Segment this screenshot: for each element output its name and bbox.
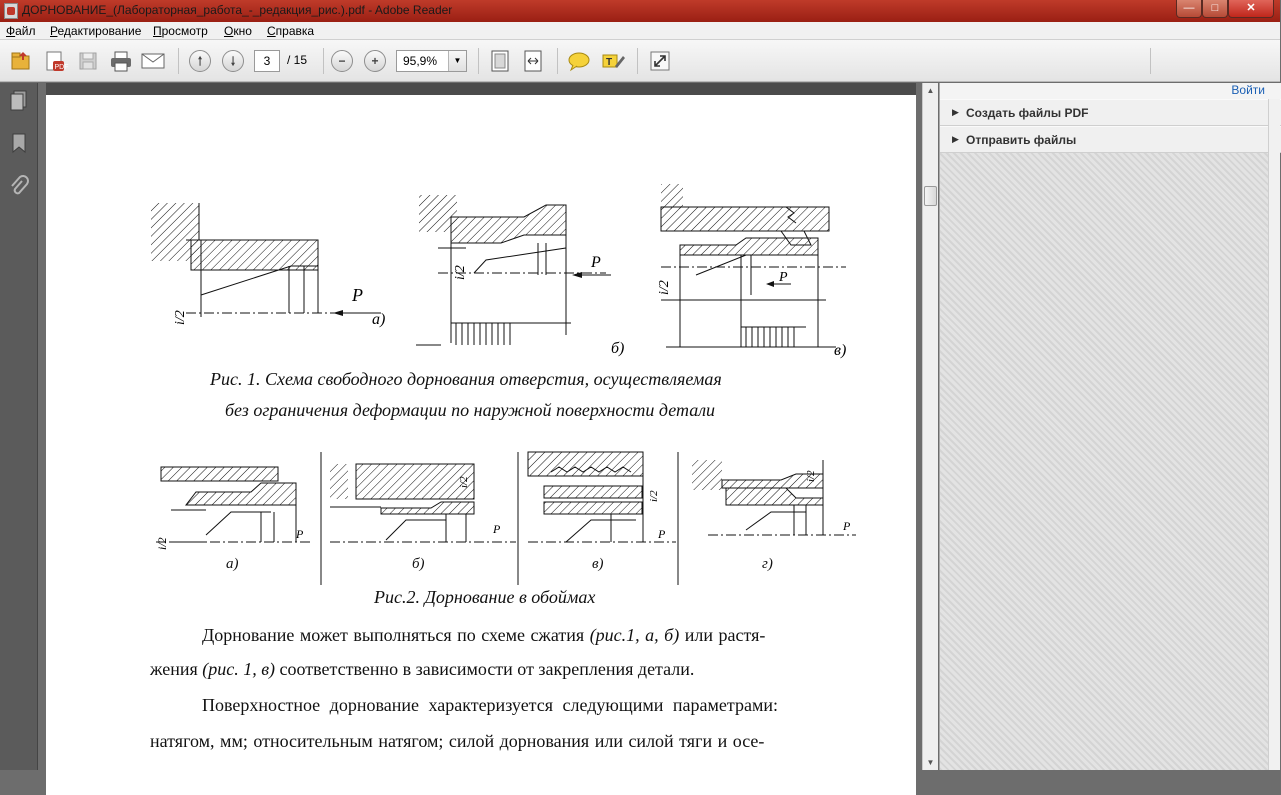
fig2a-p-label: P <box>296 527 304 541</box>
arrow-down-icon: 🠓 <box>222 50 244 72</box>
figure-1b-scheme <box>416 195 611 345</box>
figure-2-drawing <box>46 450 916 585</box>
figure-1v-scheme <box>661 184 846 347</box>
minimize-button[interactable]: — <box>1176 0 1202 18</box>
zoom-select[interactable] <box>396 50 467 72</box>
zoom-in-button[interactable] <box>362 48 388 74</box>
fig2v-p-label: P <box>658 527 666 541</box>
save-disk-icon <box>77 50 99 72</box>
figure-2g-scheme <box>692 460 856 535</box>
svg-text:PDF: PDF <box>54 64 69 71</box>
scroll-up-arrow-icon[interactable]: ▲ <box>926 86 935 95</box>
create-pdf-section[interactable] <box>940 99 1281 126</box>
print-button[interactable] <box>108 48 134 74</box>
highlighter-icon <box>601 50 625 72</box>
previous-page-button[interactable] <box>187 48 213 74</box>
create-pdf-section-label: Создать файлы PDF <box>966 106 1089 120</box>
left-navigation-bar <box>0 83 38 770</box>
expand-icon <box>649 50 671 72</box>
speech-bubble-icon <box>567 50 591 72</box>
menu-edit[interactable]: Редактирование <box>50 24 142 38</box>
attachments-paperclip-icon[interactable] <box>9 175 29 197</box>
arrow-up-icon: 🠑 <box>189 50 211 72</box>
scrollbar-thumb[interactable] <box>924 186 937 206</box>
fig1b-p-label: P <box>591 254 601 271</box>
send-files-section[interactable] <box>940 126 1281 153</box>
figure-1-caption-line1: Рис. 1. Схема свободного дорнования отверстия, осуществляемая <box>210 369 722 389</box>
figure-1-drawing <box>46 95 916 365</box>
tools-panel <box>939 83 1280 770</box>
paragraph-2-line-1: Поверхностное дорнование характеризуется следующими параметрами: <box>202 695 778 715</box>
save-button[interactable] <box>75 48 101 74</box>
full-screen-button[interactable] <box>647 48 673 74</box>
envelope-icon <box>140 51 166 71</box>
paragraph-1-line-1: Дорнование может выполняться по схеме сжатия (рис.1, а, б) или растя- <box>202 625 766 645</box>
menu-help[interactable]: Справка <box>267 24 315 38</box>
sign-in-link[interactable]: Войти <box>1231 83 1265 97</box>
toolbar <box>0 40 1280 82</box>
page-total: / 15 <box>287 53 308 67</box>
menu-window[interactable]: Окно <box>224 24 252 38</box>
fit-width-icon <box>522 49 544 73</box>
fig2b-i2-label: i/2 <box>458 476 470 488</box>
zoom-value: 95,9% <box>403 54 438 68</box>
fig2g-label: г) <box>762 556 773 572</box>
fig2a-i2-label: i/2 <box>155 537 169 550</box>
fig2v-i2-label: i/2 <box>648 490 660 502</box>
figure-2-caption: Рис.2. Дорнование в обоймах <box>374 587 596 607</box>
adobe-reader-icon <box>4 3 18 19</box>
maximize-button[interactable]: □ <box>1202 0 1228 18</box>
paragraph-2-line-2: натягом, мм; относительным натягом; силой дорнования или силой тяги и осе- <box>150 731 765 751</box>
highlight-button[interactable] <box>600 48 626 74</box>
figure-2b-scheme <box>330 464 516 542</box>
fig2g-i2-label: i/2 <box>805 470 817 482</box>
plus-icon: + <box>364 50 386 72</box>
add-comment-button[interactable] <box>566 48 592 74</box>
fit-width-button[interactable] <box>520 48 546 74</box>
fig1b-label: б) <box>611 340 625 357</box>
panel-header <box>940 83 1281 99</box>
expand-triangle-icon: ▶ <box>952 134 959 144</box>
figure-2a-scheme <box>156 467 311 542</box>
email-button[interactable] <box>140 48 166 74</box>
fig1a-i2-label: i/2 <box>173 310 188 325</box>
pdf-document-icon <box>43 49 67 73</box>
pdf-page <box>46 95 916 795</box>
close-button[interactable]: ✕ <box>1228 0 1274 18</box>
page-number-input[interactable]: 3 <box>254 50 280 72</box>
bookmarks-icon[interactable] <box>9 132 29 154</box>
fig1a-label: а) <box>372 311 386 328</box>
fig2b-p-label: P <box>493 522 501 536</box>
fig1v-i2-label: i/2 <box>657 280 672 295</box>
chevron-down-icon[interactable]: ▼ <box>448 51 466 71</box>
page-thumbnails-icon[interactable] <box>9 89 29 111</box>
fig2b-label: б) <box>412 556 425 572</box>
title-bar <box>0 0 1280 22</box>
fig1a-p-label: P <box>352 285 363 305</box>
open-file-button[interactable] <box>8 48 34 74</box>
panel-scrollbar[interactable] <box>1268 99 1280 770</box>
fit-page-button[interactable] <box>487 48 513 74</box>
fig2a-label: а) <box>226 556 239 572</box>
window-title: ДОРНОВАНИЕ_(Лабораторная_работа_-_редакция_рис.).pdf - Adobe Reader <box>22 3 453 17</box>
menu-view[interactable]: Просмотр <box>153 24 208 38</box>
svg-text:T: T <box>606 57 613 68</box>
figure-1-caption-line2: без ограничения деформации по наружной поверхности детали <box>225 400 716 420</box>
expand-triangle-icon: ▶ <box>952 107 959 117</box>
minus-icon: − <box>331 50 353 72</box>
figure-1a-scheme <box>151 203 381 317</box>
fig1v-label: в) <box>834 342 847 359</box>
open-folder-icon <box>9 49 33 73</box>
fit-page-icon <box>489 49 511 73</box>
document-scrollbar[interactable] <box>922 83 938 770</box>
create-pdf-button[interactable] <box>42 48 68 74</box>
fig1v-p-label: P <box>779 270 788 285</box>
zoom-out-button[interactable] <box>329 48 355 74</box>
menu-bar <box>0 22 1280 40</box>
document-viewer[interactable] <box>39 83 922 770</box>
menu-file[interactable]: Файл <box>6 24 36 38</box>
fig1b-i2-label: i/2 <box>453 265 468 280</box>
fig2g-p-label: P <box>843 519 851 533</box>
previous-page-bottom <box>46 83 916 95</box>
paragraph-1-line-2: жения (рис. 1, в) соответственно в зависимости от закрепления детали. <box>150 659 695 679</box>
send-files-section-label: Отправить файлы <box>966 133 1077 147</box>
printer-icon <box>109 50 133 72</box>
fig2v-label: в) <box>592 556 604 572</box>
scroll-down-arrow-icon[interactable]: ▼ <box>926 758 935 767</box>
next-page-button[interactable] <box>220 48 246 74</box>
